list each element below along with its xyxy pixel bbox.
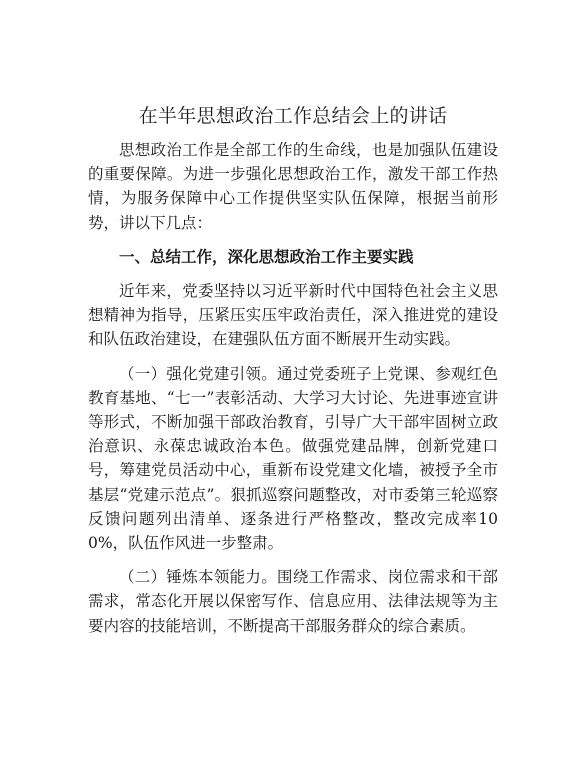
subsection-1-paragraph: （一）强化党建引领。通过党委班子上党课、参观红色教育基地、“七一”表彰活动、大学习大讨论、先进事迹宣讲等形式，不断加强干部政治教育，引导广大干部牢固树立政治意识、永葆忠诚政治本色。做强党建品牌，创新党建口号，筹建党员活动中心，重新布设党建文化墙，被授予全市基层“党建示范点”。狠抓巡察问题整改，对市委第三轮巡察反馈问题列出清单、逐条进行严格整改，整改完成率100%，队伍作风进一步整肃。 [88,364,498,553]
document-title: 在半年思想政治工作总结会上的讲话 [138,105,448,127]
section-heading-1: 一、总结工作，深化思想政治工作主要实践 [119,246,414,266]
document-body [88,138,498,638]
subsection-2-paragraph: （二）锤炼本领能力。围绕工作需求、岗位需求和干部需求，常态化开展以保密写作、信息应用、法律法规等为主要内容的技能培训，不断提高干部服务群众的综合素质。 [88,568,498,635]
section-1-paragraph: 近年来，党委坚持以习近平新时代中国特色社会主义思想精神为指导，压紧压实压牢政治责任，深入推进党的建设和队伍政治建设，在建强队伍方面不断展开生动实践。 [88,282,498,349]
intro-paragraph: 思想政治工作是全部工作的生命线，也是加强队伍建设的重要保障。为进一步强化思想政治工作，激发干部工作热情，为服务保障中心工作提供坚实队伍保障，根据当前形势，讲以下几点： [88,141,498,232]
